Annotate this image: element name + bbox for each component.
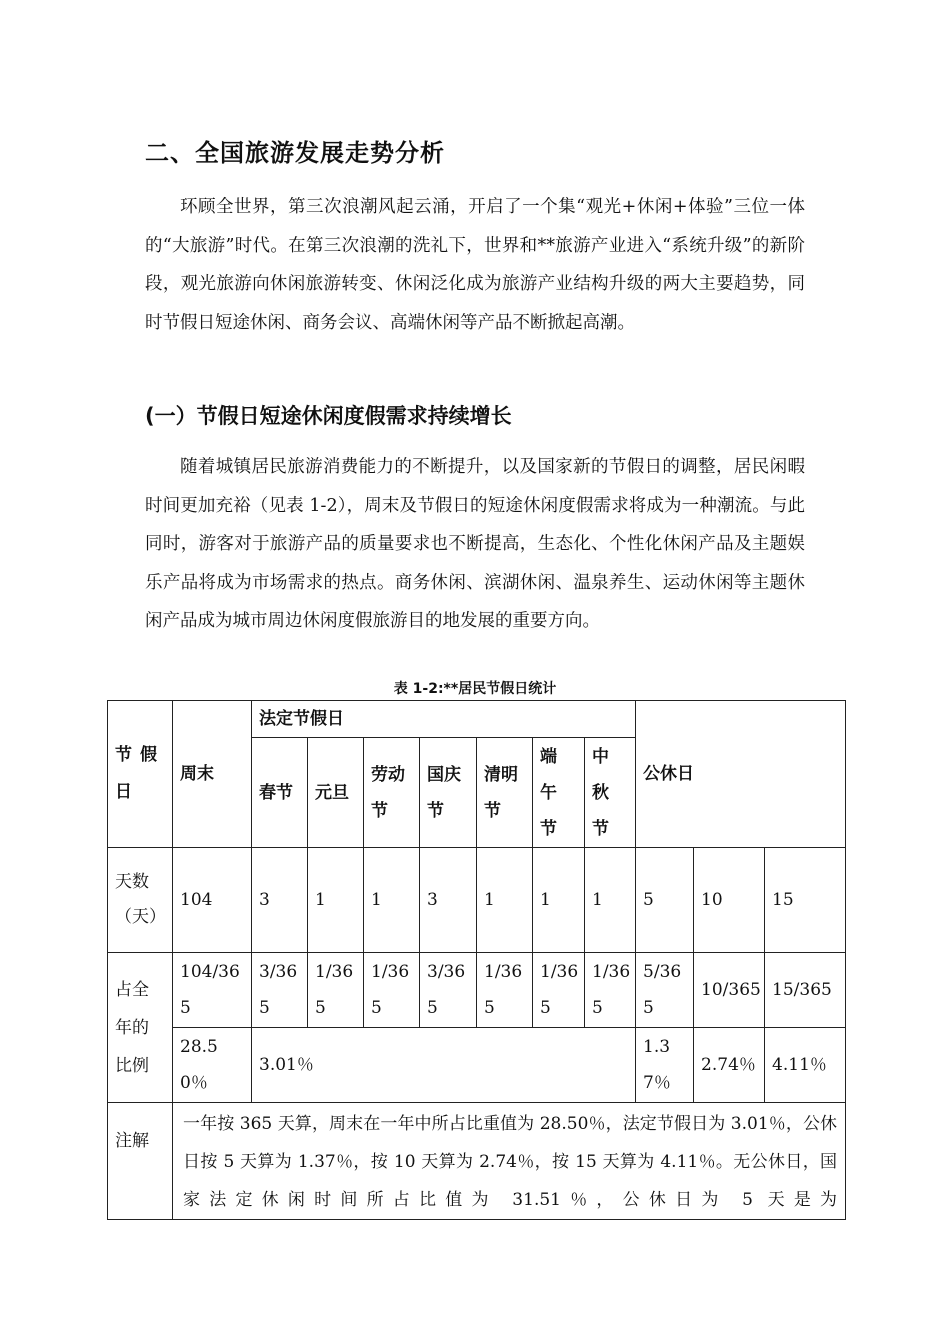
header-weekend: 周末: [173, 701, 252, 848]
ratio-pct-public: 2.74％: [694, 1028, 765, 1103]
note-text: 一年按 365 天算，周末在一年中所占比重值为 28.50％，法定节假日为 3.01％，公休日按 5 天算为 1.37％，按 10 天算为 2.74％，按 15 天算为 4.11％。无公休日，国家法定休闲时间所占比值为 31.51％，公休日为 5 天是为: [173, 1103, 846, 1220]
header-holiday: 节 假日: [108, 701, 173, 848]
legal-name-cell: 端午节: [533, 738, 585, 848]
days-cell: 1: [308, 848, 364, 953]
demand-paragraph: 随着城镇居民旅游消费能力的不断提升，以及国家新的节假日的调整，居民闲暇时间更加充裕（见表 1-2），周末及节假日的短途休闲度假需求将成为一种潮流。与此同时，游客对于旅游产品的质量要求也不断提高，生态化、个性化休闲产品及主题娱乐产品将成为市场需求的热点。商务休闲、滨湖休闲、温泉养生、运动休闲等主题休闲产品成为城市周边休闲度假旅游目的地发展的重要方向。: [145, 457, 805, 631]
days-cell: 10: [694, 848, 765, 953]
ratio-pct-weekend: 28.50％: [173, 1028, 252, 1103]
days-cell: 3: [252, 848, 308, 953]
ratio-frac-cell: 1/365: [308, 953, 364, 1028]
ratio-frac-cell: 10/365: [694, 953, 765, 1028]
legal-name-cell: 中秋节: [585, 738, 636, 848]
days-cell: 1: [364, 848, 420, 953]
header-legal-holidays: 法定节假日: [252, 701, 636, 738]
ratio-frac-cell: 5/365: [636, 953, 694, 1028]
legal-name-cell: 清明节: [477, 738, 533, 848]
holiday-stats-table: [107, 700, 846, 1220]
ratio-frac-cell: 3/365: [420, 953, 477, 1028]
days-cell: 1: [533, 848, 585, 953]
legal-name-cell: 元旦: [308, 738, 364, 848]
section-heading: 二、全国旅游发展走势分析: [145, 139, 445, 167]
note-label: 注解: [108, 1103, 173, 1220]
days-cell: 104: [173, 848, 252, 953]
ratio-frac-cell: 15/365: [765, 953, 846, 1028]
ratio-frac-cell: 1/365: [364, 953, 420, 1028]
ratio-frac-cell: 1/365: [585, 953, 636, 1028]
ratio-pct-public: 1.37％: [636, 1028, 694, 1103]
header-public-holidays: 公休日: [636, 701, 846, 848]
legal-name-cell: 劳动节: [364, 738, 420, 848]
days-cell: 5: [636, 848, 694, 953]
ratio-pct-public: 4.11％: [765, 1028, 846, 1103]
days-cell: 15: [765, 848, 846, 953]
intro-paragraph: 环顾全世界，第三次浪潮风起云涌，开启了一个集“观光+休闲+体验”三位一体的“大旅游”时代。在第三次浪潮的洗礼下，世界和**旅游产业进入“系统升级”的新阶段，观光旅游向休闲旅游转变、休闲泛化成为旅游产业结构升级的两大主要趋势，同时节假日短途休闲、商务会议、高端休闲等产品不断掀起高潮。: [145, 197, 805, 333]
ratio-frac-cell: 104/365: [173, 953, 252, 1028]
days-cell: 1: [585, 848, 636, 953]
ratio-frac-cell: 3/365: [252, 953, 308, 1028]
days-cell: 1: [477, 848, 533, 953]
ratio-frac-cell: 1/365: [477, 953, 533, 1028]
ratio-pct-legal: 3.01％: [252, 1028, 636, 1103]
legal-name-cell: 春节: [252, 738, 308, 848]
subsection-heading: (一）节假日短途休闲度假需求持续增长: [145, 404, 512, 428]
days-cell: 3: [420, 848, 477, 953]
ratio-label: 占全年的比例: [108, 953, 173, 1103]
ratio-frac-cell: 1/365: [533, 953, 585, 1028]
table-caption: 表 1-2:**居民节假日统计: [393, 681, 557, 697]
legal-name-cell: 国庆节: [420, 738, 477, 848]
days-label: 天数（天）: [108, 848, 173, 953]
